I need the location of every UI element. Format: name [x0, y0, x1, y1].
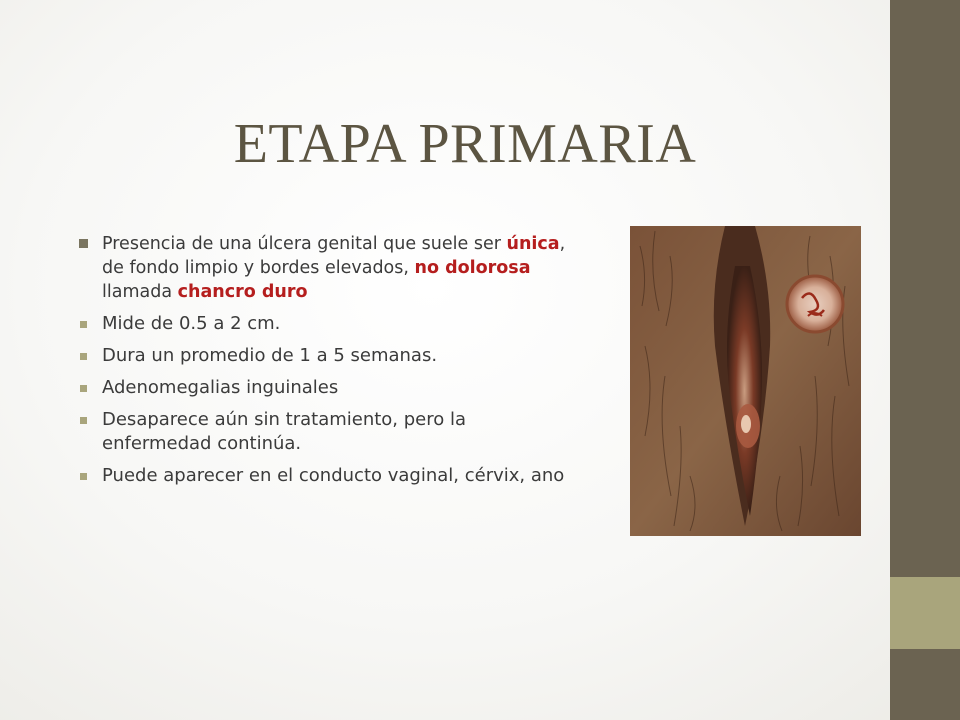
- bullet-square-icon: [80, 353, 87, 360]
- bullet-item: [78, 408, 568, 456]
- bullet-square-icon: [80, 417, 87, 424]
- bullet-text: Adenomegalias inguinales: [102, 377, 339, 398]
- bullet-text: [102, 234, 565, 302]
- bullet-text: Dura un promedio de 1 a 5 semanas.: [102, 345, 438, 366]
- bullet-text: Puede aparecer en el conducto vaginal, cérvix, ano: [102, 465, 565, 486]
- highlight-no-dolorosa: no dolorosa: [414, 258, 531, 278]
- bullet-text-part: , de fondo limpio y bordes elevados,: [102, 234, 566, 278]
- bullet-text-part: Presencia de una úlcera genital que suele ser: [102, 234, 507, 254]
- bullet-text: Desaparece aún sin tratamiento, pero la enfermedad continúa.: [102, 409, 467, 454]
- side-bar-accent-segment: [890, 577, 960, 649]
- side-decoration-bar: [890, 0, 960, 720]
- bullet-item: [78, 344, 568, 368]
- bullet-item: [78, 232, 568, 304]
- bullet-list: [78, 232, 568, 496]
- bullet-square-icon: [80, 473, 87, 480]
- bullet-item: [78, 376, 568, 400]
- bullet-item: [78, 464, 568, 488]
- bullet-text: Mide de 0.5 a 2 cm.: [102, 313, 281, 334]
- highlight-chancro-duro: chancro duro: [177, 282, 308, 302]
- bullet-text-part: llamada: [102, 282, 178, 302]
- side-bar-top-segment: [890, 0, 960, 577]
- bullet-item: [78, 312, 568, 336]
- highlight-unica: única: [506, 234, 560, 254]
- bullet-square-icon: [80, 321, 87, 328]
- bullet-square-icon: [79, 239, 88, 248]
- side-bar-bottom-segment: [890, 649, 960, 720]
- bullet-square-icon: [80, 385, 87, 392]
- slide-title: ETAPA PRIMARIA: [233, 113, 697, 175]
- clinical-photo: [630, 226, 861, 536]
